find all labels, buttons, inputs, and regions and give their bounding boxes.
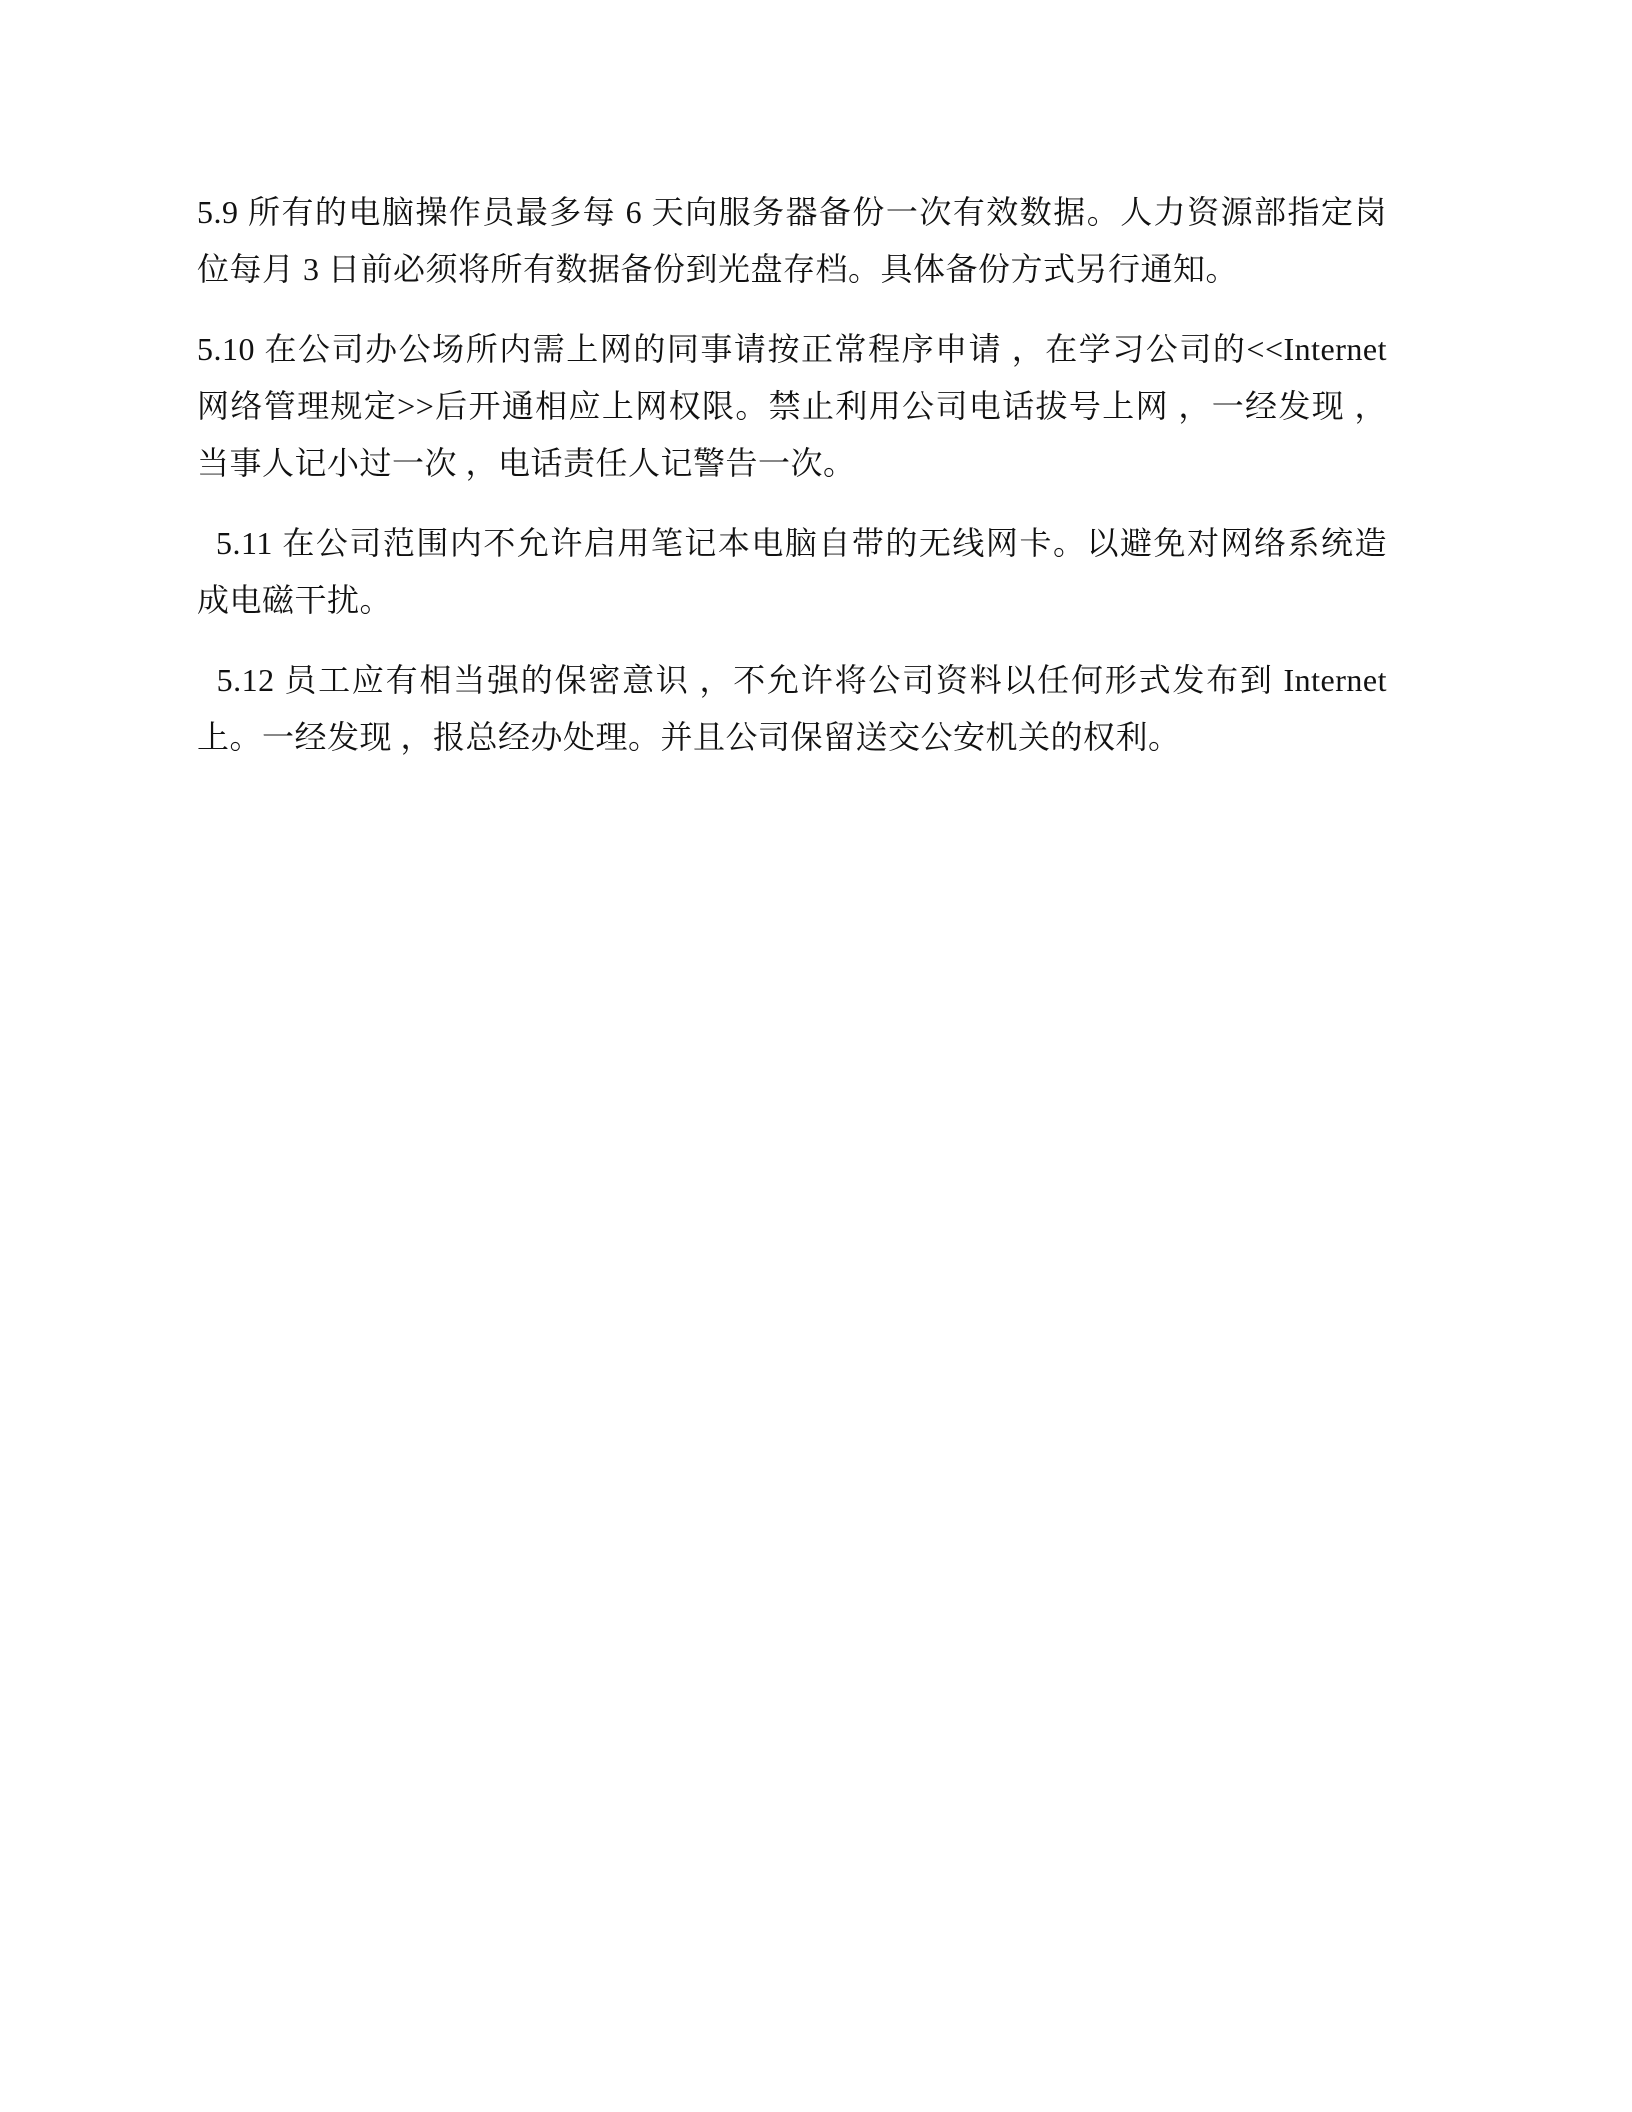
document-line: 5.10 在公司办公场所内需上网的同事请按正常程序申请 ，在学习公司的<<Internet [197, 331, 1387, 367]
paragraph-5-10 [197, 321, 1387, 492]
document-line: 网络管理规定>>后开通相应上网权限。禁止利用公司电话拔号上网 ，一经发现 ， [197, 388, 1387, 424]
document-line: 当事人记小过一次 ，电话责任人记警告一次。 [197, 445, 856, 481]
paragraph-5-11 [197, 515, 1387, 629]
document-line: 5.9 所有的电脑操作员最多每 6 天向服务器备份一次有效数据。人力资源部指定岗 [197, 194, 1387, 230]
document-line: 上。一经发现 ，报总经办处理。并且公司保留送交公安机关的权利。 [197, 719, 1181, 755]
document-line: 5.11 在公司范围内不允许启用笔记本电脑自带的无线网卡。以避免对网络系统造 [197, 525, 1387, 561]
paragraph-5-9 [197, 184, 1387, 298]
document-line: 5.12 员工应有相当强的保密意识 ，不允许将公司资料以任何形式发布到 Internet [197, 662, 1387, 698]
paragraph-5-12 [197, 652, 1387, 766]
document-page [197, 184, 1387, 789]
document-line: 成电磁干扰。 [197, 582, 393, 618]
document-line: 位每月 3 日前必须将所有数据备份到光盘存档。具体备份方式另行通知。 [197, 251, 1239, 287]
